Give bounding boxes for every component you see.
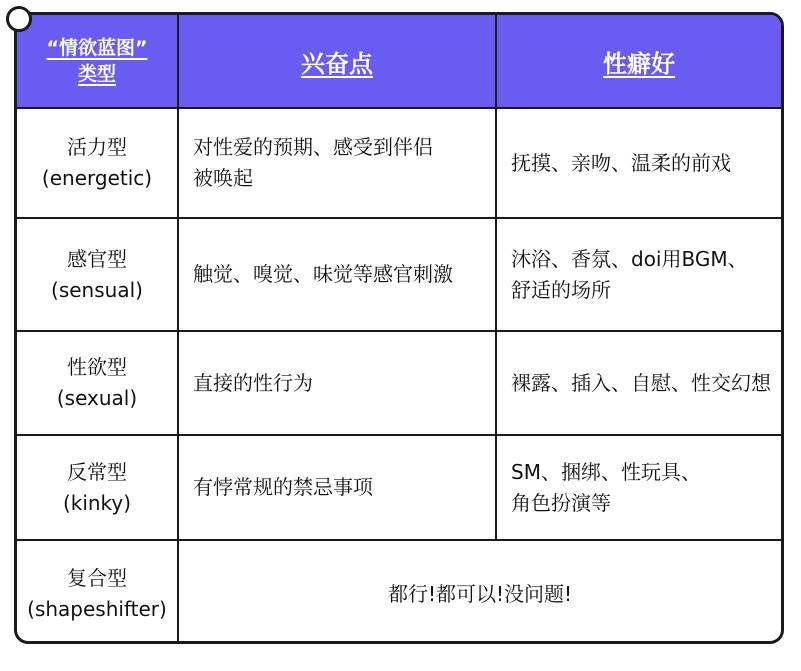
table-row xyxy=(17,540,781,644)
preference-cell xyxy=(496,331,781,435)
arousal-text: 触觉、嗅觉、味觉等感官刺激 xyxy=(193,262,453,286)
header-type xyxy=(17,15,178,108)
type-cell xyxy=(17,331,178,435)
preference-text: 角色扮演等 xyxy=(511,490,611,515)
type-cell xyxy=(17,435,178,540)
type-name: 反常型 xyxy=(67,459,127,484)
arousal-text: 直接的性行为 xyxy=(193,370,313,395)
arousal-cell xyxy=(178,331,496,435)
table-row xyxy=(17,435,781,540)
blueprint-types-table xyxy=(17,15,781,644)
type-name: 复合型 xyxy=(67,566,127,590)
type-english: (shapeshifter) xyxy=(27,597,167,621)
arousal-cell xyxy=(178,435,496,540)
preference-text: SM、捆绑、性玩具、 xyxy=(511,459,701,484)
arousal-text: 被唤起 xyxy=(193,166,253,190)
preference-text: 沐浴、香氛、doi用BGM、 xyxy=(511,246,748,271)
table-header-row xyxy=(17,15,781,108)
table-row xyxy=(17,108,781,218)
preference-text: 抚摸、亲吻、温柔的前戏 xyxy=(511,150,731,175)
type-english: (sexual) xyxy=(56,386,138,410)
type-cell xyxy=(17,218,178,331)
type-name: 感官型 xyxy=(67,246,127,271)
merged-answer-cell: 都行!都可以!没问题! xyxy=(178,540,781,644)
header-preference: 性癖好 xyxy=(496,15,781,108)
preference-text: 裸露、插入、自慰、性交幻想 xyxy=(511,370,771,395)
preference-cell xyxy=(496,218,781,331)
corner-circle-decoration xyxy=(6,6,32,32)
type-english: (kinky) xyxy=(62,490,132,515)
header-arousal: 兴奋点 xyxy=(178,15,496,108)
table-row xyxy=(17,218,781,331)
blueprint-table-card xyxy=(14,12,784,644)
table-row xyxy=(17,331,781,435)
arousal-cell xyxy=(178,218,496,331)
arousal-text: 对性爱的预期、感受到伴侣 xyxy=(193,135,433,159)
preference-cell xyxy=(496,108,781,218)
type-english: (energetic) xyxy=(41,166,153,190)
type-english: (sensual) xyxy=(51,277,143,302)
type-name: 性欲型 xyxy=(67,355,127,379)
type-cell xyxy=(17,540,178,644)
arousal-cell xyxy=(178,108,496,218)
preference-cell xyxy=(496,435,781,540)
arousal-text: 有悖常规的禁忌事项 xyxy=(193,475,373,499)
header-type-line1: “情欲蓝图” xyxy=(46,37,148,59)
type-cell xyxy=(17,108,178,218)
preference-text: 舒适的场所 xyxy=(511,277,611,302)
type-name: 活力型 xyxy=(67,135,127,159)
header-type-line2: 类型 xyxy=(77,63,116,85)
